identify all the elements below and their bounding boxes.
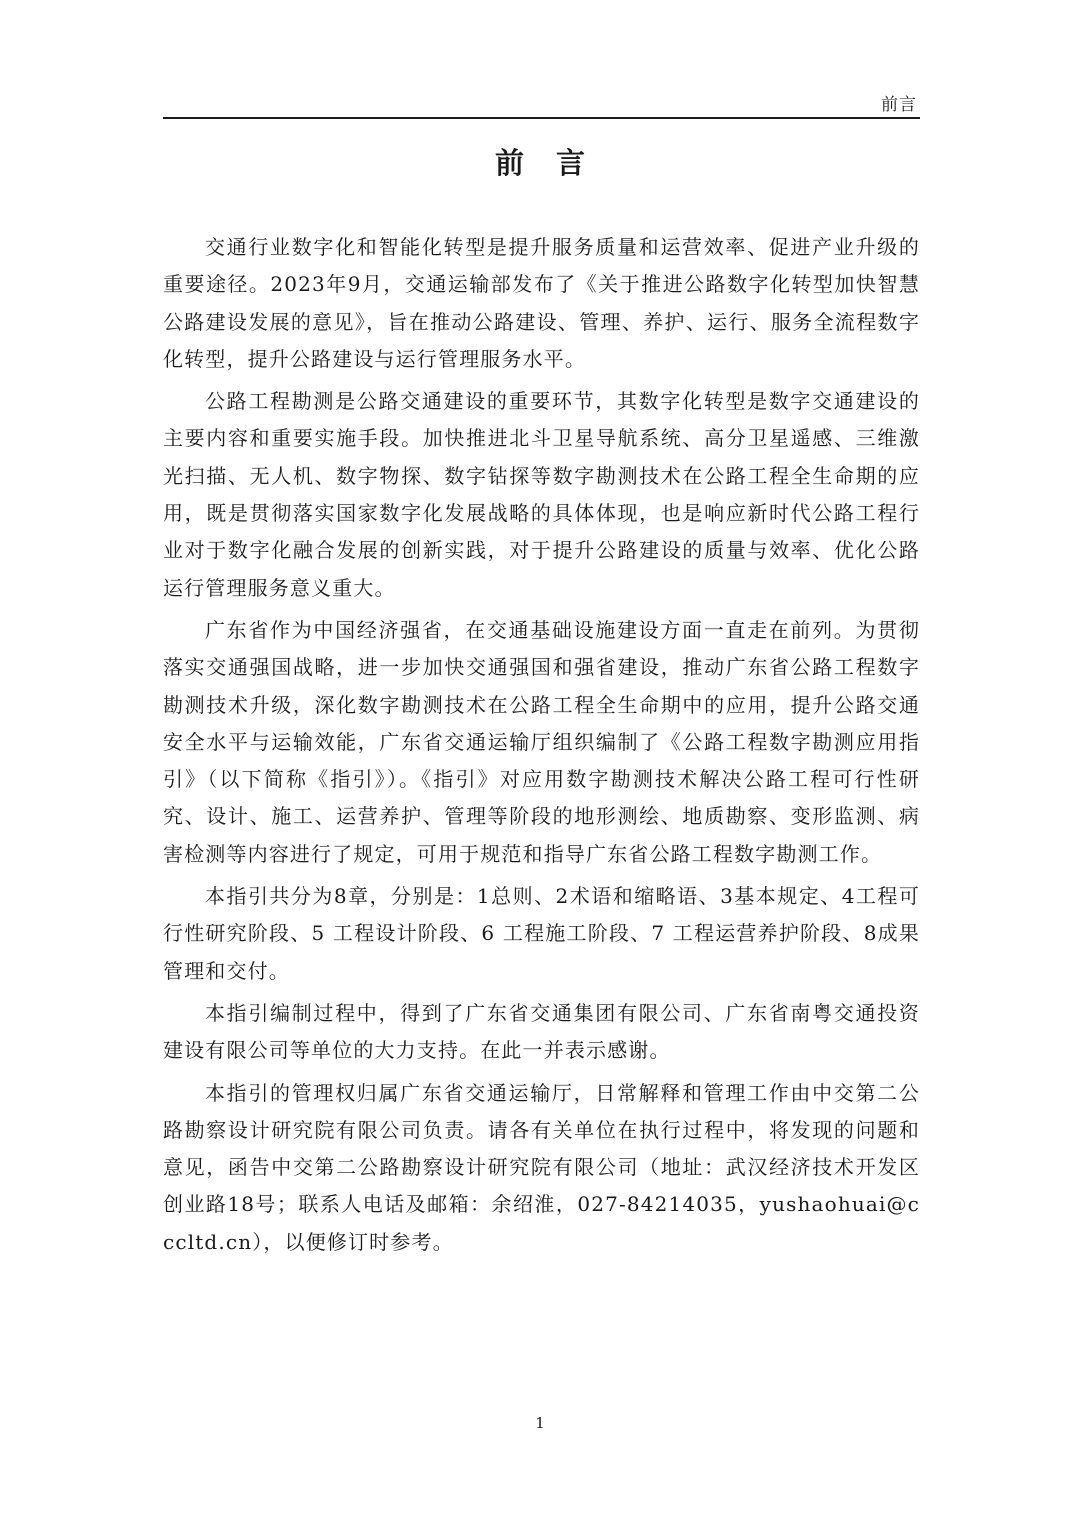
paragraph-guangdong: 广东省作为中国经济强省，在交通基础设施建设方面一直走在前列。为贯彻落实交通强国战略，进一步加快交通强国和强省建设，推动广东省公路工程数字勘测技术升级，深化数字勘测技术在公路工程全生命期中的应用，提升公路交通安全水平与运输效能，广东省交通运输厅组织编制了《公路工程数字勘测应用指引》（以下简称《指引》）。《指引》对应用数字勘测技术解决公路工程可行性研究、设计、施工、运营养护、管理等阶段的地形测绘、地质勘察、变形监测、病害检测等内容进行了规定，可用于规范和指导广东省公路工程数字勘测工作。 — [163, 617, 920, 866]
paragraph-intro: 交通行业数字化和智能化转型是提升服务质量和运营效率、促进产业升级的重要途径。2023年9月，交通运输部发布了《关于推进公路数字化转型加快智慧公路建设发展的意见》，旨在推动公路建设、管理、养护、运行、服务全流程数字化转型，提升公路建设与运行管理服务水平。 — [163, 235, 920, 371]
paragraph-survey: 公路工程勘测是公路交通建设的重要环节，其数字化转型是数字交通建设的主要内容和重要实施手段。加快推进北斗卫星导航系统、高分卫星遥感、三维激光扫描、无人机、数字物探、数字钻探等数字勘测技术在公路工程全生命期的应用，既是贯彻落实国家数字化发展战略的具体体现，也是响应新时代公路工程行业对于数字化融合发展的创新实践，对于提升公路建设的质量与效率、优化公路运行管理服务意义重大。 — [163, 389, 920, 600]
paragraph-chapters: 本指引共分为8章，分别是：1总则、2术语和缩略语、3基本规定、4工程可行性研究阶段、5 工程设计阶段、6 工程施工阶段、7 工程运营养护阶段、8成果管理和交付。 — [163, 884, 920, 983]
page-number: 1 — [535, 1414, 545, 1432]
paragraph-management: 本指引的管理权归属广东省交通运输厅，日常解释和管理工作由中交第二公路勘察设计研究院有限公司负责。请各有关单位在执行过程中，将发现的问题和意见，函告中交第二公路勘察设计研究院有限公司（地址：武汉经济技术开发区创业路18号；联系人电话及邮箱：余绍淮，027-84214035，yushaohuai@cccltd.cn），以便修订时参考。 — [163, 1080, 920, 1254]
running-header: 前言 — [881, 95, 917, 115]
paragraph-acknowledgement: 本指引编制过程中，得到了广东省交通集团有限公司、广东省南粤交通投资建设有限公司等单位的大力支持。在此一并表示感谢。 — [163, 1000, 920, 1063]
body-text — [163, 229, 920, 1266]
header-rule — [163, 117, 920, 119]
page-title: 前言 — [494, 146, 617, 180]
